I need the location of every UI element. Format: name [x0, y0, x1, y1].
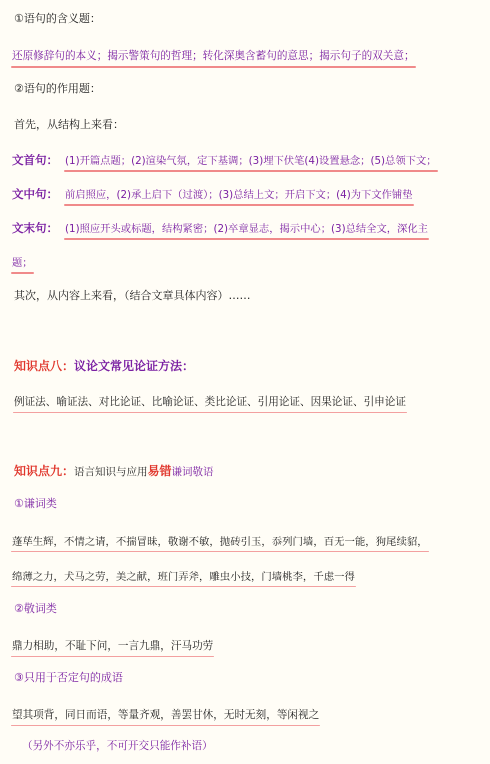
end-sentence-row-2: [12, 251, 482, 271]
humble-line-1-row: [12, 530, 482, 550]
honor-heading: ②敬词类: [14, 602, 57, 615]
negative-note: （另外不亦乐乎，不可开交只能作补语）: [22, 740, 213, 752]
content-intro: 其次，从内容上来看，（结合文章具体内容）……: [14, 289, 251, 302]
middle-sentence-label: 文中句：: [12, 187, 58, 201]
middle-sentence-body: 前启照应，(2)承上启下（过渡）；(3)总结上文；开启下文；(4)为下文作铺垫: [65, 186, 413, 203]
negative-heading: ③只用于否定句的成语: [14, 671, 123, 684]
end-sentence-body-1: (1)照应开头或标题，结构紧密；(2)卒章显志，揭示中心；(3)总结全文，深化主: [65, 220, 428, 237]
first-sentence-row: [12, 149, 482, 169]
negative-line-1: 望其项背，同日而语，等量齐观，善罢甘休，无时无刻，等闲视之: [12, 707, 319, 724]
meaning-heading: ①语句的含义题：: [14, 12, 101, 25]
humble-line-2: 绵薄之力，犬马之劳，美之献，班门弄斧，雕虫小技，门墙桃李，千虑一得: [12, 568, 355, 585]
honor-line-1: 鼎力相助，不耻下问，一言九鼎，汗马功劳: [12, 638, 213, 655]
point9-title-b: 易错: [147, 464, 172, 478]
point9-title-a: 语言知识与应用: [74, 466, 148, 478]
structure-intro: 首先，从结构上来看：: [14, 118, 124, 131]
first-sentence-body: (1)开篇点题；(2)渲染气氛，定下基调；(3)埋下伏笔(4)设置悬念；(5)总领下文；: [65, 152, 437, 169]
humble-line-2-row: [12, 565, 482, 585]
point9-heading: [14, 460, 482, 479]
middle-sentence-row: [12, 183, 482, 203]
end-sentence-body-2: 题；: [12, 254, 33, 271]
honor-line-1-row: [12, 634, 482, 655]
point8-prefix: 知识点八：: [14, 359, 75, 373]
end-sentence-row: [12, 217, 482, 237]
argument-methods: 例证法、喻证法、对比论证、比喻论证、类比论证、引用论证、因果论证、引申论证: [14, 394, 406, 411]
end-sentence-label: 文末句：: [12, 221, 58, 235]
point8-title: 议论文常见论证方法：: [74, 359, 195, 373]
meaning-body-line: [12, 44, 482, 65]
meaning-body: 还原修辞句的本义；揭示警策句的哲理；转化深奥含蓄句的意思；揭示句子的双关意；: [12, 48, 415, 65]
point8-body-line: [14, 390, 482, 411]
point9-prefix: 知识点九：: [14, 464, 75, 478]
point8-heading: [14, 355, 482, 374]
first-sentence-label: 文首句：: [12, 153, 58, 167]
negative-line-1-row: [12, 703, 482, 724]
function-heading: ②语句的作用题：: [14, 82, 101, 95]
humble-line-1: 蓬荜生辉，不情之请，不揣冒昧，敬谢不敏，抛砖引玉，忝列门墙，百无一能，狗尾续貂，: [12, 533, 428, 550]
point9-title-c: 谦词敬语: [171, 466, 214, 478]
humble-heading: ①谦词类: [14, 497, 57, 510]
